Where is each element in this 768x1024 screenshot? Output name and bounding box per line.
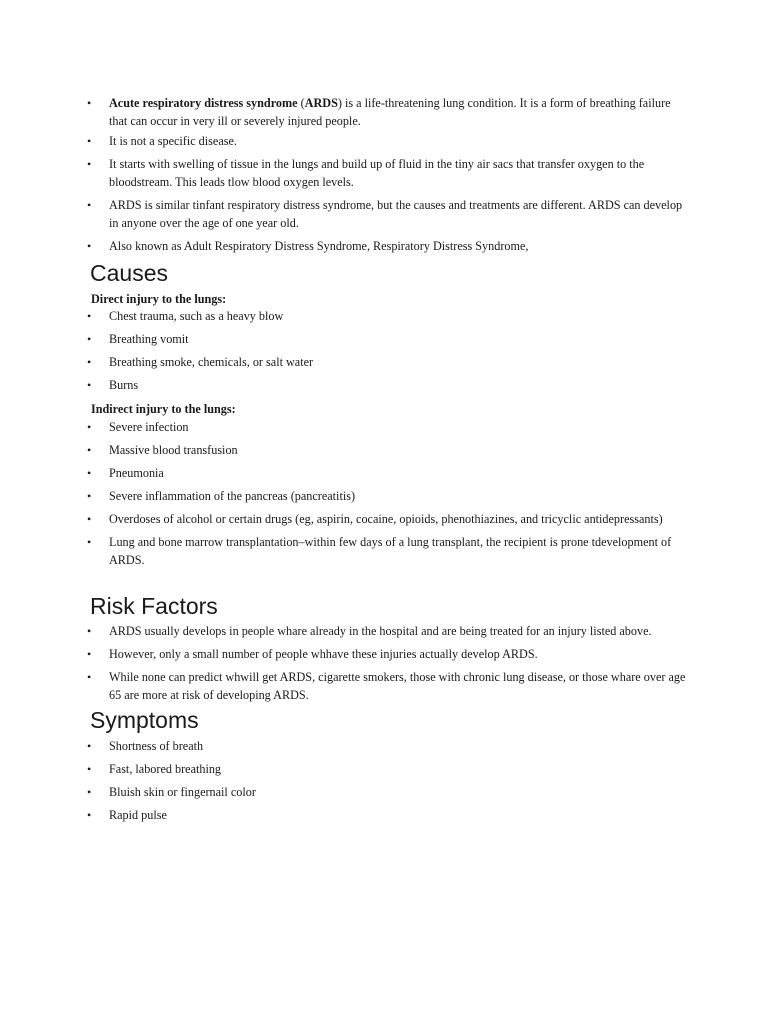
bullet-icon: • <box>87 670 92 684</box>
list-item-text: While none can predict whwill get ARDS, cigarette smokers, those with chronic lung disease, or those whare over age 65 are more at risk of developing ARDS. <box>109 670 686 702</box>
bullet-icon: • <box>87 762 92 776</box>
bullet-icon: • <box>87 739 92 753</box>
list-item-text: Pneumonia <box>109 466 164 480</box>
list-item-text: Overdoses of alcohol or certain drugs (eg, aspirin, cocaine, opioids, phenothiazines, and tricyclic antidepressants) <box>109 512 663 526</box>
list-item <box>0 464 768 482</box>
bullet-icon: • <box>87 647 92 661</box>
list-item <box>0 760 768 778</box>
list-item <box>0 783 768 801</box>
bullet-icon: • <box>87 466 92 480</box>
paren-text: ( <box>297 96 305 110</box>
bullet-icon: • <box>87 332 92 346</box>
intro-list <box>0 94 768 255</box>
term-bold: Acute respiratory distress syndrome <box>109 96 298 110</box>
list-item-text: Chest trauma, such as a heavy blow <box>109 309 284 323</box>
list-item-text: Severe infection <box>109 420 189 434</box>
bullet-icon: • <box>87 808 92 822</box>
list-item <box>0 622 768 640</box>
list-item-text: ARDS is similar tinfant respiratory distress syndrome, but the causes and treatments are different. ARDS can develop in anyone over the age of one year old. <box>109 198 683 230</box>
bullet-icon: • <box>87 134 92 148</box>
list-item <box>0 668 768 704</box>
causes-heading: Causes <box>90 260 168 286</box>
bullet-icon: • <box>87 198 92 212</box>
list-item-text: Fast, labored breathing <box>109 762 222 776</box>
list-item <box>0 737 768 755</box>
list-item-text: Burns <box>109 378 139 392</box>
definition-text: ) is a life-threatening lung condition. It is a form of breathing failure that can occur in very ill or severely injured people. <box>109 96 671 128</box>
bullet-icon: • <box>87 239 92 253</box>
risk-factors-list <box>0 622 768 704</box>
list-item <box>0 806 768 824</box>
acronym-bold: ARDS <box>304 96 338 110</box>
bullet-icon: • <box>87 309 92 323</box>
bullet-icon: • <box>87 96 92 110</box>
list-item-text: Also known as Adult Respiratory Distress Syndrome, Respiratory Distress Syndrome, <box>109 239 529 253</box>
symptoms-list <box>0 737 768 824</box>
bullet-icon: • <box>87 443 92 457</box>
list-item <box>0 237 768 255</box>
list-item <box>0 645 768 663</box>
list-item-text: It is not a specific disease. <box>109 134 237 148</box>
risk-factors-heading: Risk Factors <box>90 593 218 619</box>
list-item <box>0 196 768 232</box>
list-item <box>0 376 768 394</box>
list-item-text: ARDS usually develops in people whare already in the hospital and are being treated for an injury listed above. <box>109 624 652 638</box>
bullet-icon: • <box>87 355 92 369</box>
list-item <box>0 94 768 130</box>
list-item <box>0 418 768 436</box>
bullet-icon: • <box>87 512 92 526</box>
list-item-text: Massive blood transfusion <box>109 443 238 457</box>
list-item <box>0 441 768 459</box>
bullet-icon: • <box>87 624 92 638</box>
bullet-icon: • <box>87 157 92 171</box>
list-item <box>0 330 768 348</box>
list-item-text: It starts with swelling of tissue in the lungs and build up of fluid in the tiny air sacs that transfer oxygen to the bloodstream. This leads tlow blood oxygen levels. <box>109 157 645 189</box>
list-item <box>0 155 768 191</box>
bullet-icon: • <box>87 785 92 799</box>
bullet-icon: • <box>87 420 92 434</box>
list-item <box>0 487 768 505</box>
list-item-text: Bluish skin or fingernail color <box>109 785 256 799</box>
list-item <box>0 132 768 150</box>
list-item-text: Shortness of breath <box>109 739 204 753</box>
bullet-icon: • <box>87 535 92 549</box>
list-item <box>0 307 768 325</box>
direct-injury-list <box>0 307 768 394</box>
list-item-text: Breathing smoke, chemicals, or salt water <box>109 355 314 369</box>
list-item-text: Severe inflammation of the pancreas (pancreatitis) <box>109 489 356 503</box>
list-item <box>0 533 768 569</box>
list-item-text: Lung and bone marrow transplantation–within few days of a lung transplant, the recipient is prone tdevelopment of ARDS. <box>109 535 672 567</box>
list-item <box>0 353 768 371</box>
list-item-text: Breathing vomit <box>109 332 189 346</box>
bullet-icon: • <box>87 378 92 392</box>
indirect-injury-label: Indirect injury to the lungs: <box>91 402 236 416</box>
direct-injury-label: Direct injury to the lungs: <box>91 292 227 306</box>
list-item-text: However, only a small number of people whhave these injuries actually develop ARDS. <box>109 647 538 661</box>
bullet-icon: • <box>87 489 92 503</box>
indirect-injury-list <box>0 418 768 569</box>
symptoms-heading: Symptoms <box>90 707 199 733</box>
list-item-text: Rapid pulse <box>109 808 167 822</box>
list-item <box>0 510 768 528</box>
